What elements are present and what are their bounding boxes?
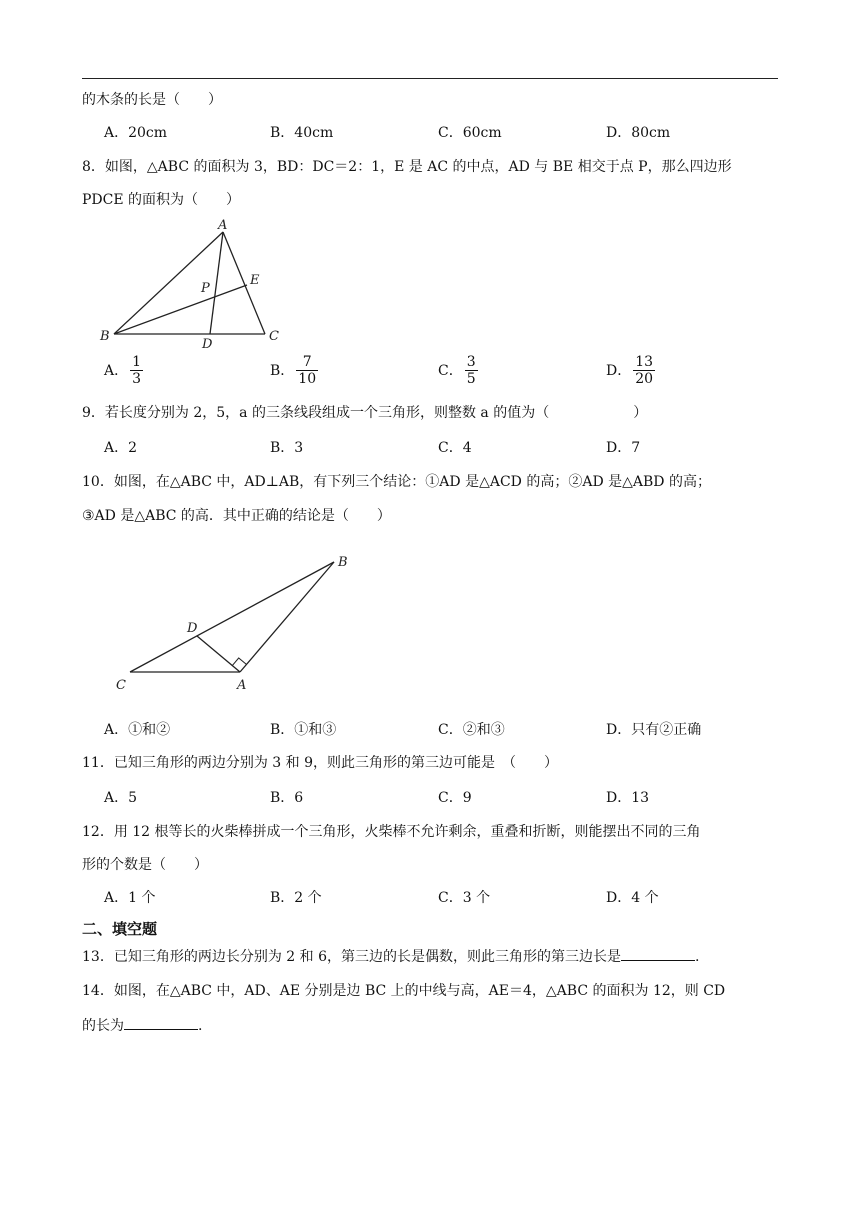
q12-option-a[interactable]: A．1 个 xyxy=(104,890,156,906)
q10-label-c: C xyxy=(116,678,126,693)
q8-option-b-denominator: 10 xyxy=(298,371,317,387)
q8-option-b-label: B． xyxy=(270,362,295,379)
q10-label-d: D xyxy=(187,621,198,636)
q7-option-b[interactable]: B．40cm xyxy=(270,125,334,141)
q8-option-b-fraction xyxy=(296,354,318,387)
q13-stem xyxy=(82,946,699,967)
q8-option-c[interactable] xyxy=(438,354,478,387)
q10-label-b: B xyxy=(338,555,348,570)
q8-option-d-fraction xyxy=(633,354,655,387)
q10-side-ab xyxy=(240,562,334,672)
q10-option-d[interactable]: D．只有②正确 xyxy=(606,722,702,738)
q8-triangle-figure xyxy=(90,212,300,352)
q10-stem-line1: 10．如图，在△ABC 中，AD⊥AB，有下列三个结论：①AD 是△ACD 的高；②AD 是△ABD 的高； xyxy=(82,474,711,490)
q8-label-d: D xyxy=(202,337,213,352)
q7-option-d[interactable]: D．80cm xyxy=(606,125,671,141)
q13-end: . xyxy=(694,949,700,965)
q8-option-b[interactable] xyxy=(270,354,318,387)
q8-label-p: P xyxy=(201,281,210,296)
q7-option-c[interactable]: C．60cm xyxy=(438,125,502,141)
q11-option-d[interactable]: D．13 xyxy=(606,790,650,806)
q12-stem-line2: 形的个数是（ ） xyxy=(82,857,208,873)
q8-label-a: A xyxy=(218,218,228,233)
q8-option-d[interactable] xyxy=(606,354,655,387)
q12-option-d[interactable]: D．4 个 xyxy=(606,890,659,906)
q9-option-d[interactable]: D．7 xyxy=(606,440,641,456)
q8-option-c-fraction xyxy=(465,354,478,387)
q9-options xyxy=(104,437,784,459)
q12-option-b[interactable]: B．2 个 xyxy=(270,890,322,906)
q8-option-a[interactable] xyxy=(104,354,143,387)
q12-option-c[interactable]: C．3 个 xyxy=(438,890,491,906)
q8-option-d-numerator: 13 xyxy=(635,354,654,370)
q7-option-a[interactable]: A．20cm xyxy=(104,125,168,141)
q7-options xyxy=(104,122,784,144)
q10-options xyxy=(104,719,784,741)
q11-option-c[interactable]: C．9 xyxy=(438,790,472,806)
q8-option-d-label: D． xyxy=(606,362,632,379)
q8-stem-line2: PDCE 的面积为（ ） xyxy=(82,192,241,208)
q8-label-c: C xyxy=(269,329,279,344)
q10-option-a[interactable]: A．①和② xyxy=(104,722,171,738)
q13-answer-blank[interactable] xyxy=(621,946,695,961)
q10-side-cb xyxy=(130,562,334,672)
q14-answer-blank[interactable] xyxy=(124,1015,198,1030)
q11-stem: 11．已知三角形的两边分别为 3 和 9，则此三角形的第三边可能是 （ ） xyxy=(82,755,558,771)
q8-segment-be xyxy=(114,285,247,334)
q14-text: 的长为 xyxy=(82,1018,124,1034)
q8-option-b-numerator: 7 xyxy=(296,354,318,371)
q8-label-b: B xyxy=(100,329,110,344)
q11-options xyxy=(104,787,784,809)
q11-option-b[interactable]: B．6 xyxy=(270,790,304,806)
q8-option-a-numerator: 1 xyxy=(132,354,142,370)
q8-segment-ad xyxy=(210,232,223,334)
q8-stem-line1: 8．如图，△ABC 的面积为 3，BD：DC＝2：1，E 是 AC 的中点，AD 与 BE 相交于点 P，那么四边形 xyxy=(82,159,732,175)
q10-right-angle-mark xyxy=(232,658,246,666)
header-rule xyxy=(82,78,778,79)
q9-stem: 9．若长度分别为 2，5，a 的三条线段组成一个三角形，则整数 a 的值为（ ） xyxy=(82,405,648,421)
q7-tail: 的木条的长是（ ） xyxy=(82,92,222,108)
q8-option-c-numerator: 3 xyxy=(466,354,476,370)
q10-segment-ad xyxy=(197,636,240,672)
q10-triangle-figure xyxy=(108,550,358,694)
q10-option-c[interactable]: C．②和③ xyxy=(438,722,505,738)
q12-stem-line1: 12．用 12 根等长的火柴棒拼成一个三角形，火柴棒不允许剩余，重叠和折断，则能摆出不同的三角 xyxy=(82,824,701,840)
q10-stem-line2: ③AD 是△ABC 的高．其中正确的结论是（ ） xyxy=(82,508,391,524)
q10-option-b[interactable]: B．①和③ xyxy=(270,722,337,738)
q14-stem-line1: 14．如图，在△ABC 中，AD、AE 分别是边 BC 上的中线与高，AE＝4，△ABC 的面积为 12，则 CD xyxy=(82,983,726,999)
q8-option-c-denominator: 5 xyxy=(466,371,476,387)
q12-options xyxy=(104,887,784,909)
q11-option-a[interactable]: A．5 xyxy=(104,790,138,806)
q9-option-a[interactable]: A．2 xyxy=(104,440,138,456)
q14-end: . xyxy=(198,1018,203,1034)
q8-option-d-denominator: 20 xyxy=(635,371,654,387)
q9-option-c[interactable]: C．4 xyxy=(438,440,472,456)
q8-option-c-label: C． xyxy=(438,362,463,379)
q8-label-e: E xyxy=(250,273,260,288)
q8-option-a-label: A． xyxy=(104,362,129,379)
q10-label-a: A xyxy=(237,678,247,693)
q8-option-a-fraction xyxy=(130,354,143,387)
q14-stem-line2 xyxy=(82,1015,202,1036)
q9-option-b[interactable]: B．3 xyxy=(270,440,304,456)
q8-option-a-denominator: 3 xyxy=(132,371,142,387)
q13-text: 13．已知三角形的两边长分别为 2 和 6，第三边的长是偶数，则此三角形的第三边长是 xyxy=(82,949,621,965)
q8-options xyxy=(104,354,784,398)
section-fill-in-title: 二、填空题 xyxy=(82,920,158,938)
